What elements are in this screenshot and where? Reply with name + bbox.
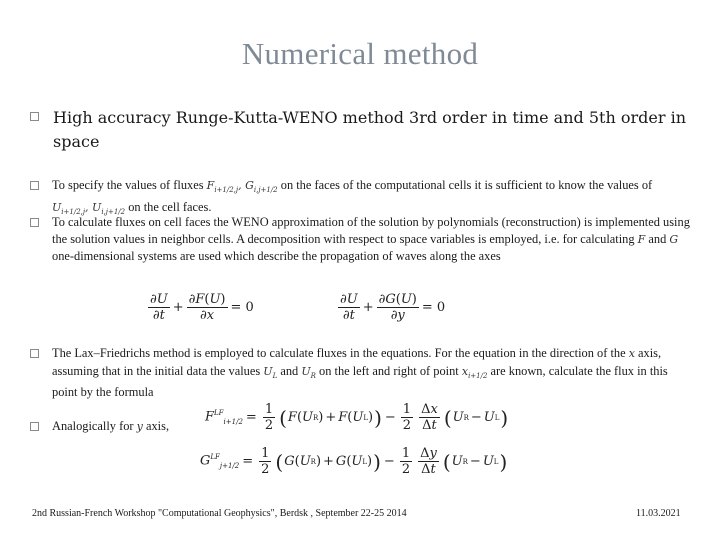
bullet-weno-text-2: and (648, 231, 667, 246)
bullet-marker-icon (30, 112, 39, 121)
flux-symbol-f: $F_{i+1/2,j}$, $G_{i,j+1/2}$ (206, 179, 278, 195)
symbol-f: F (637, 232, 646, 246)
symbol-u-left: $U_L$ (263, 364, 278, 380)
bullet-lf-text-3: and (280, 363, 299, 378)
slide-title: Numerical method (241, 36, 479, 71)
bullet-lf-text-4: on the left and right of point (319, 363, 459, 378)
bullet-analog-text-2: axis, (145, 419, 170, 433)
bullet-marker-icon (30, 218, 39, 227)
bullet-fluxes-text-1: To specify the values of fluxes (52, 178, 204, 192)
bullet-analogically (52, 418, 212, 436)
symbol-y: y (136, 420, 143, 433)
bullet-lf-text-1: The Lax–Friedrichs method is employed to calculate fluxes in the equations. For the equation in the direction of the (52, 346, 626, 360)
formula-flux-y: $G^{LF}_{j+1/2}$ = $\frac{1}{2}$ ( G ( U R ) + G ( U L ) ) − $\frac{1}{2}$ $\frac{\Delta y}{\Delta t}$ ( U R − U L ) (200, 446, 508, 477)
equation-x-direction: $\frac{\partial U}{\partial t}$ + $\frac{\partial F(U)}{\partial x}$ = 0 (150, 292, 254, 323)
symbol-g: G (669, 232, 679, 246)
u-face-values-symbol: $U_{i+1/2,j}$, $U_{i,j+1/2}$ (52, 200, 126, 216)
footer-date: 11.03.2021 (636, 508, 681, 519)
bullet-weno-text-3: one-dimensional systems are used which describe the propagation of waves along the axes (52, 249, 501, 264)
bullet-fluxes-text-2: on the faces of the computational cells it is sufficient to know the values of (280, 178, 653, 192)
bullet-weno (52, 214, 692, 265)
footer-conference: 2nd Russian-French Workshop "Computational Geophysics", Berdsk , September 22-25 2014 (32, 508, 407, 519)
bullet-analog-text-1: Analogically for (52, 419, 134, 433)
main-bullet-text: High accuracy Runge-Kutta-WENO method 3rd order in time and 5th order in space (53, 108, 686, 151)
bullet-lax-friedrichs (52, 345, 692, 401)
bullet-lf-text-2: axis, assuming that in the initial data the values (52, 346, 662, 378)
bullet-weno-text-1: To calculate fluxes on cell faces the WENO approximation of the solution by polynomials (reconstruction) is implemented using the solution values in neighbor cells. A decomposition with respect to space variables is employed, i.e. for calculating (52, 215, 690, 246)
bullet-marker-icon (30, 181, 39, 190)
bullet-marker-icon (30, 349, 39, 358)
formula-flux-x: $F^{LF}_{i+1/2}$ = $\frac{1}{2}$ ( F ( U R ) + F ( U L ) ) − $\frac{1}{2}$ $\frac{\Delta x}{\Delta t}$ ( U R − U L ) (205, 402, 509, 433)
bullet-marker-icon (30, 422, 39, 431)
symbol-x: x (628, 347, 635, 360)
equation-y-direction: $\frac{\partial U}{\partial t}$ + $\frac{\partial G(U)}{\partial y}$ = 0 (340, 292, 446, 323)
bullet-lf-text-5: are known, calculate the flux in this point by the formula (52, 363, 668, 400)
symbol-u-right: $U_R$ (301, 364, 316, 380)
bullet-fluxes-text-3: on the cell faces. (128, 199, 212, 214)
symbol-x-half: $x_{i+1/2}$ (461, 364, 488, 380)
